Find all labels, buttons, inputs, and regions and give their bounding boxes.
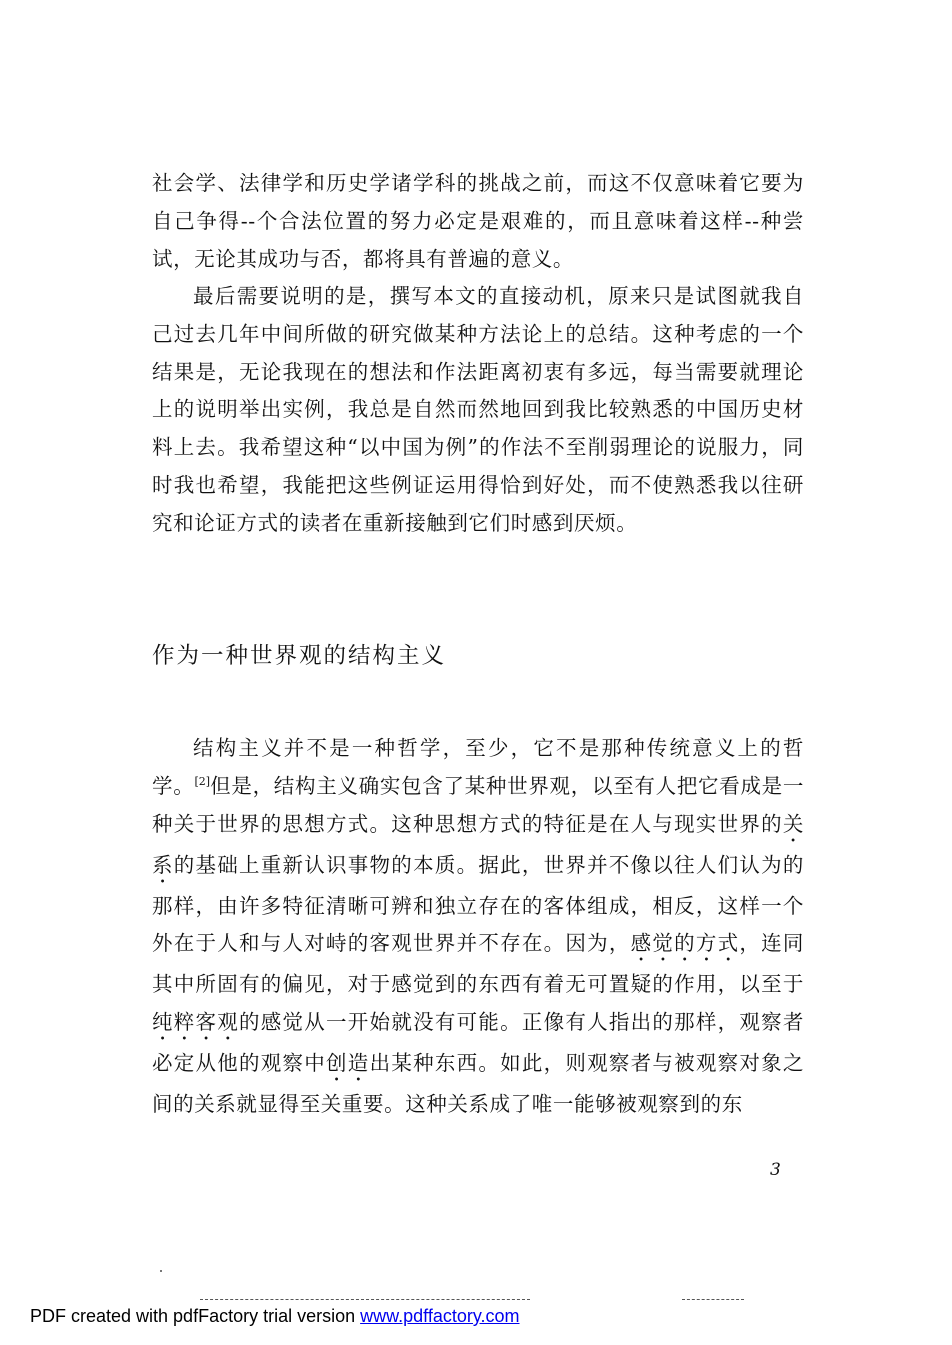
text-run: 的感觉从一开始就没有可能。正像有人指出的那样，观察者必定从他的观察中 <box>152 1010 804 1076</box>
text-run: 出某种东西。如此，则观察者与被观察对象之间的关系就显得至关重要。这种关系成了唯一能够被观察到的东 <box>152 1051 804 1117</box>
scan-speck <box>160 1270 162 1272</box>
emphasized-text: 创造 <box>326 1051 370 1076</box>
text-run: ，连同其中所固有的偏见，对于感觉到的东西有着无可置疑的作用，以至于 <box>152 931 804 997</box>
text-block-continued <box>152 165 804 278</box>
text-run: 结构主义并不是一种哲学，至少，它不是那种传统意义上的哲学。 <box>152 736 804 798</box>
footer-link[interactable]: www.pdffactory.com <box>360 1306 520 1326</box>
emphasized-text: 纯粹客观 <box>152 1010 240 1035</box>
paragraph-motivation: 最后需要说明的是，撰写本文的直接动机，原来只是试图就我自己过去几年中间所做的研究做某种方法论上的总结。这种考虑的一个结果是，无论我现在的想法和作法距离初衷有多远，每当需要就理论上的说明举出实例，我总是自然而然地回到我比较熟悉的中国历史材料上去。我希望这种“以中国为例”的作法不至削弱理论的说服力，同时我也希望，我能把这些例证运用得恰到好处，而不使熟悉我以往研究和论证方式的读者在重新接触到它们时感到厌烦。 <box>152 284 804 535</box>
scan-rule-left <box>200 1299 530 1300</box>
paragraph-structuralism <box>152 730 804 1124</box>
footer-text: PDF created with pdfFactory trial version <box>30 1306 361 1326</box>
footnote-reference[interactable]: [2] <box>194 774 211 788</box>
text-block-motivation <box>152 278 804 543</box>
page-number: 3 <box>770 1160 781 1180</box>
emphasized-text: 关系 <box>152 811 804 877</box>
scan-rule-right <box>682 1299 744 1300</box>
pdf-footer <box>30 1306 520 1327</box>
text-run: 的基础上重新认识事物的本质。据此，世界并不像以往人们认为的那样，由许多特征清晰可辨和独立存在的客体组成，相反，这样一个外在于人和与人对峙的客观世界并不存在。因为， <box>152 852 804 956</box>
emphasized-text: 感觉的方式 <box>630 931 740 956</box>
section-heading: 作为一种世界观的结构主义 <box>152 643 447 669</box>
text-run: 但是，结构主义确实包含了某种世界观，以至有人把它看成是一种关于世界的思想方式。这种思想方式的特征是在人与现实世界的 <box>152 773 804 836</box>
text-block-structuralism <box>152 730 804 1124</box>
paragraph-continued: 社会学、法律学和历史学诸学科的挑战之前，而这不仅意味着它要为自己争得--个合法位置的努力必定是艰难的，而且意味着这样--种尝试，无论其成功与否，都将具有普遍的意义。 <box>152 171 804 271</box>
